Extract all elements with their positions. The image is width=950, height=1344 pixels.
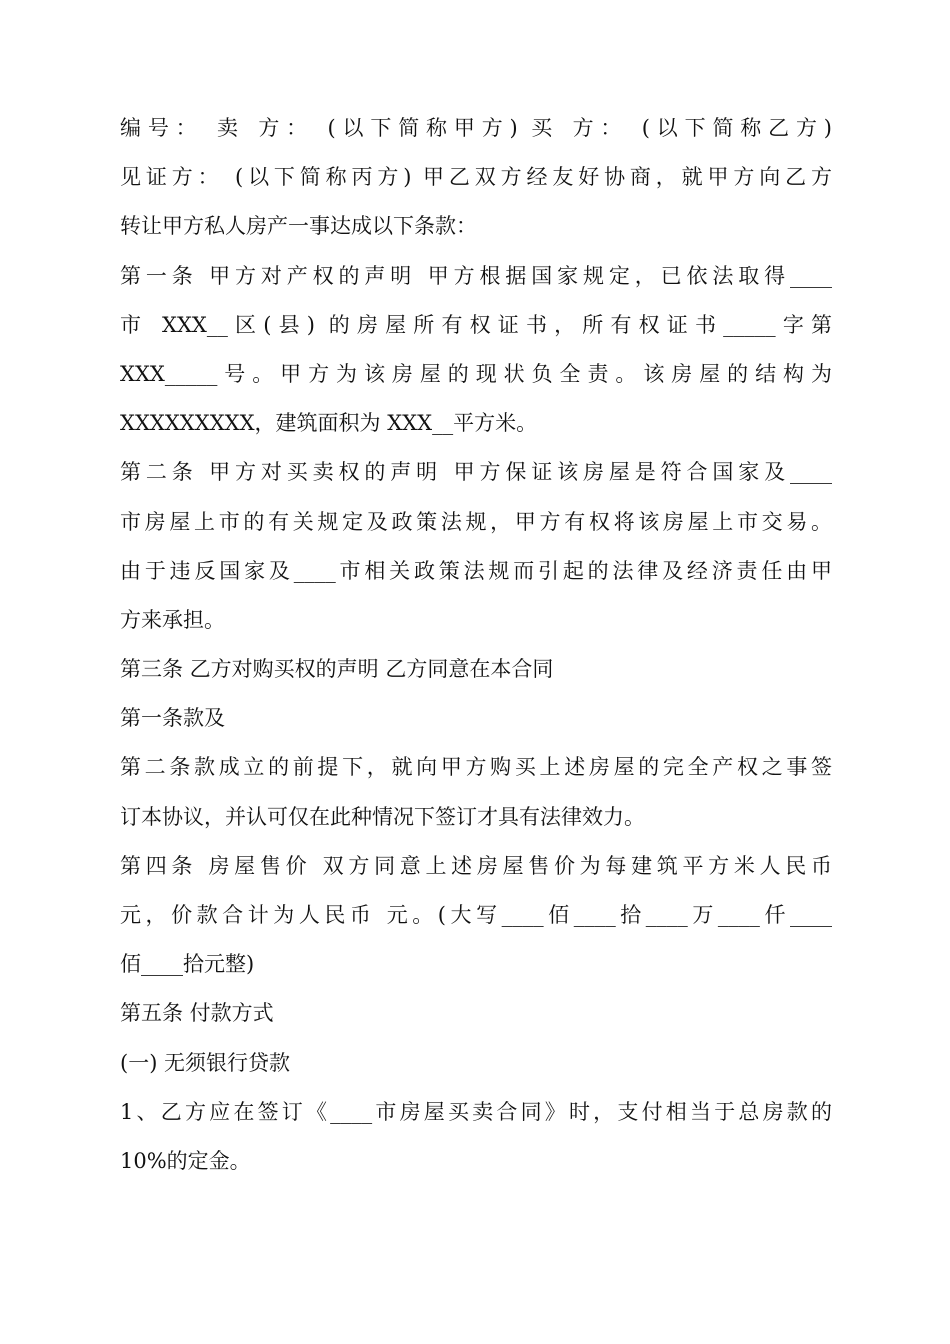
text-line: XXXXXXXXX，建筑面积为 XXX__平方米。: [120, 411, 538, 436]
text-line: 方来承担。: [120, 607, 225, 632]
text-line: XXX_____号。甲方为该房屋的现状负全责。该房屋的结构为: [120, 361, 832, 386]
text-line: 第二条款成立的前提下，就向甲方购买上述房屋的完全产权之事签: [120, 755, 832, 780]
text-line: 元，价款合计为人民币 元。(大写____佰____拾____万____仟____: [120, 903, 832, 927]
text-line: 编号： 卖 方： (以下简称甲方) 买 方： (以下简称乙方): [120, 116, 832, 140]
text-line: 见证方： (以下简称丙方) 甲乙双方经友好协商，就甲方向乙方: [120, 165, 832, 190]
text-line: 1、乙方应在签订《____市房屋买卖合同》时，支付相当于总房款的: [120, 1099, 832, 1124]
text-line: 第一条 甲方对产权的声明 甲方根据国家规定，已依法取得____: [120, 263, 832, 288]
text-line: 第四条 房屋售价 双方同意上述房屋售价为每建筑平方米人民币: [120, 853, 832, 878]
text-line: (一) 无须银行贷款: [120, 1050, 291, 1075]
text-line: 佰____拾元整): [120, 952, 255, 977]
text-line: 10%的定金。: [120, 1148, 251, 1173]
contract-text: [120, 104, 832, 1186]
text-line: 第五条 付款方式: [120, 1001, 274, 1026]
text-line: 转让甲方私人房产一事达成以下条款：: [120, 214, 477, 239]
text-line: 订本协议，并认可仅在此种情况下签订才具有法律效力。: [120, 804, 645, 829]
text-line: 由于违反国家及____市相关政策法规而引起的法律及经济责任由甲: [120, 558, 832, 583]
text-line: 第三条 乙方对购买权的声明 乙方同意在本合同: [120, 657, 554, 682]
text-line: 市房屋上市的有关规定及政策法规，甲方有权将该房屋上市交易。: [120, 509, 832, 534]
text-line: 第二条 甲方对买卖权的声明 甲方保证该房屋是符合国家及____: [120, 460, 832, 485]
text-line: 第一条款及: [120, 706, 225, 731]
text-line: 市 XXX__区(县) 的房屋所有权证书，所有权证书_____字第: [120, 312, 832, 337]
